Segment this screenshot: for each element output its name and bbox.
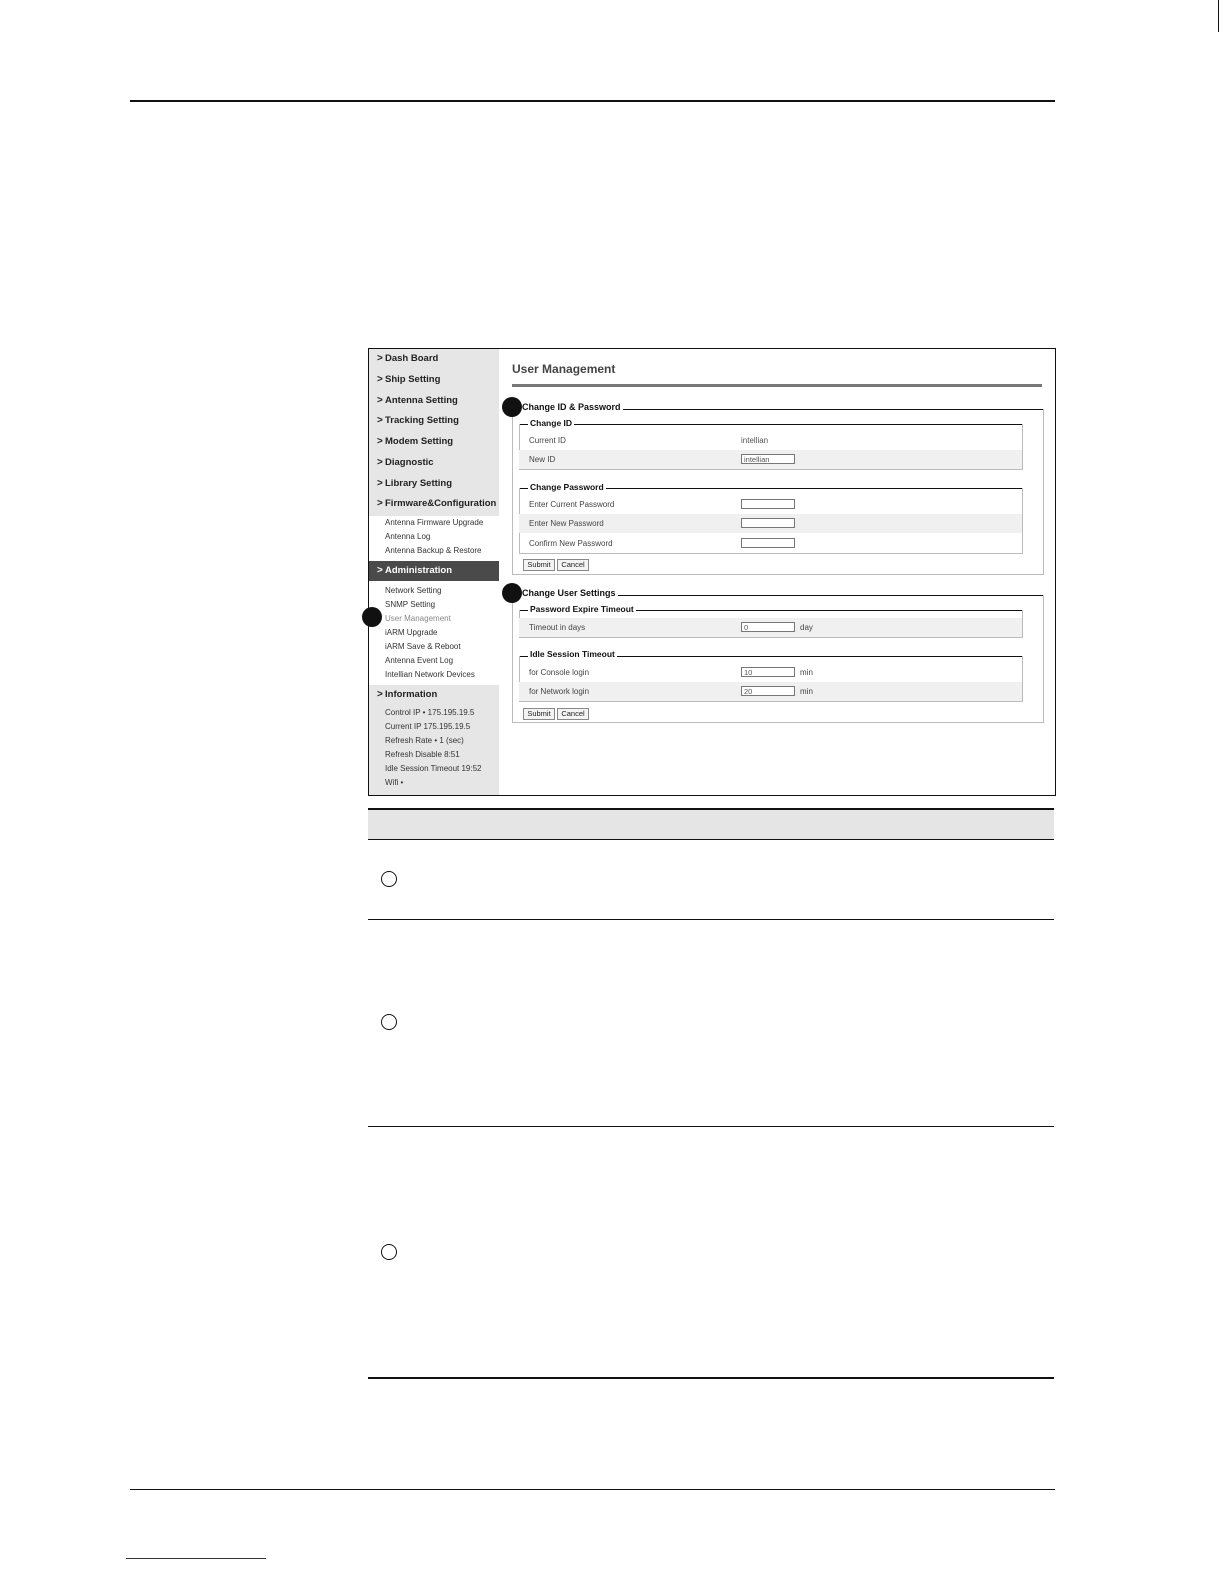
table-header-rule xyxy=(368,839,1054,840)
current-password-input[interactable] xyxy=(741,499,795,509)
cancel-button[interactable]: Cancel xyxy=(557,708,589,720)
menu-information[interactable] xyxy=(369,685,499,705)
info-refresh-rate: Refresh Rate • 1 (sec) xyxy=(385,736,464,745)
menu-dash-board[interactable] xyxy=(369,349,499,369)
page-title: User Management xyxy=(512,362,616,376)
chevron-right-icon: > xyxy=(377,374,383,385)
menu-label: Antenna Setting xyxy=(385,395,458,406)
menu-tracking-setting[interactable] xyxy=(369,411,499,431)
row-new-password xyxy=(519,514,1022,533)
menu-administration[interactable] xyxy=(369,561,499,581)
chevron-right-icon: > xyxy=(377,436,383,447)
network-login-input[interactable]: 20 xyxy=(741,686,795,696)
row-console-login xyxy=(519,663,1022,682)
info-idle-session-timeout: Idle Session Timeout 19:52 xyxy=(385,764,482,773)
current-id-value: intellian xyxy=(741,436,769,445)
menu-firmware-configuration[interactable] xyxy=(369,494,499,514)
menu-label: Library Setting xyxy=(385,478,453,489)
sidebar xyxy=(369,349,499,795)
console-login-input[interactable]: 10 xyxy=(741,667,795,677)
row-number-circle xyxy=(381,1014,397,1030)
new-id-input[interactable]: intellian xyxy=(741,454,795,464)
row-network-login xyxy=(519,682,1022,701)
menu-label: Tracking Setting xyxy=(385,415,459,426)
submenu-antenna-event-log[interactable]: Antenna Event Log xyxy=(369,654,499,668)
menu-ship-setting[interactable] xyxy=(369,370,499,390)
menu-modem-setting[interactable] xyxy=(369,432,499,452)
console-login-label: for Console login xyxy=(529,668,590,677)
chevron-right-icon: > xyxy=(377,689,383,700)
chevron-right-icon: > xyxy=(377,353,383,364)
callout-marker-3 xyxy=(362,607,382,627)
confirm-password-label: Confirm New Password xyxy=(529,539,613,548)
menu-antenna-setting[interactable] xyxy=(369,391,499,411)
menu-label: Diagnostic xyxy=(385,457,434,468)
row-current-id xyxy=(519,431,1022,450)
submenu-intellian-network-devices[interactable]: Intellian Network Devices xyxy=(369,668,499,682)
menu-library-setting[interactable] xyxy=(369,474,499,494)
chevron-right-icon: > xyxy=(377,395,383,406)
row-new-id xyxy=(519,450,1022,469)
timeout-days-label: Timeout in days xyxy=(529,623,586,632)
submenu-user-management[interactable]: User Management xyxy=(369,612,499,626)
chevron-right-icon: > xyxy=(377,457,383,468)
submit-button[interactable]: Submit xyxy=(523,708,555,720)
row-current-password xyxy=(519,495,1022,514)
callout-marker-1 xyxy=(502,397,522,417)
row-number-circle xyxy=(381,1244,397,1260)
submenu-antenna-firmware-upgrade[interactable]: Antenna Firmware Upgrade xyxy=(369,516,499,530)
submenu-network-setting[interactable]: Network Setting xyxy=(369,584,499,598)
table-row-rule xyxy=(368,1126,1054,1127)
menu-diagnostic[interactable] xyxy=(369,453,499,473)
section-change-id-password-label: Change ID & Password xyxy=(522,402,621,412)
menu-label: Modem Setting xyxy=(385,436,454,447)
row-number-circle xyxy=(381,871,397,887)
submenu-iarm-upgrade[interactable]: iARM Upgrade xyxy=(369,626,499,640)
console-login-unit: min xyxy=(800,668,813,677)
table-header xyxy=(368,810,1054,840)
footer-link-underline xyxy=(126,1558,266,1559)
menu-label: Ship Setting xyxy=(385,374,441,385)
cancel-button[interactable]: Cancel xyxy=(557,559,589,571)
row-confirm-password xyxy=(519,534,1022,553)
submit-button[interactable]: Submit xyxy=(523,559,555,571)
section-change-user-settings-label: Change User Settings xyxy=(522,588,616,598)
new-id-label: New ID xyxy=(529,455,556,464)
info-refresh-disable: Refresh Disable 8:51 xyxy=(385,750,460,759)
submenu-antenna-log[interactable]: Antenna Log xyxy=(369,530,499,544)
page-crop-mark xyxy=(1218,0,1219,32)
menu-label: Firmware&Configuration xyxy=(385,498,497,509)
table-row-rule xyxy=(368,919,1054,920)
ui-screenshot xyxy=(368,348,1056,796)
network-login-label: for Network login xyxy=(529,687,590,696)
group-idle-session-label: Idle Session Timeout xyxy=(530,649,615,659)
row-timeout-days xyxy=(519,618,1022,637)
chevron-right-icon: > xyxy=(377,415,383,426)
title-underline xyxy=(512,384,1042,387)
submenu-snmp-setting[interactable]: SNMP Setting xyxy=(369,598,499,612)
callout-marker-2 xyxy=(502,583,522,603)
confirm-password-input[interactable] xyxy=(741,538,795,548)
header-rule xyxy=(130,100,1055,102)
group-change-password-label: Change Password xyxy=(530,482,604,492)
table-bottom-rule xyxy=(368,1377,1054,1379)
footer-rule xyxy=(130,1489,1055,1490)
chevron-right-icon: > xyxy=(377,565,383,576)
network-login-unit: min xyxy=(800,687,813,696)
menu-label: Dash Board xyxy=(385,353,439,364)
timeout-days-input[interactable]: 0 xyxy=(741,622,795,632)
chevron-right-icon: > xyxy=(377,498,383,509)
current-password-label: Enter Current Password xyxy=(529,500,615,509)
info-current-ip: Current IP 175.195.19.5 xyxy=(385,722,471,731)
new-password-label: Enter New Password xyxy=(529,519,604,528)
info-wifi: Wifi • xyxy=(385,778,404,787)
timeout-days-unit: day xyxy=(800,623,813,632)
submenu-iarm-save-reboot[interactable]: iARM Save & Reboot xyxy=(369,640,499,654)
chevron-right-icon: > xyxy=(377,478,383,489)
submenu-antenna-backup-restore[interactable]: Antenna Backup & Restore xyxy=(369,544,499,558)
menu-label: Administration xyxy=(385,565,453,576)
group-change-id-label: Change ID xyxy=(530,418,573,428)
main-panel xyxy=(499,349,1055,795)
new-password-input[interactable] xyxy=(741,518,795,528)
current-id-label: Current ID xyxy=(529,436,566,445)
group-password-expire-label: Password Expire Timeout xyxy=(530,604,634,614)
info-control-ip: Control IP • 175.195.19.5 xyxy=(385,708,475,717)
menu-label: Information xyxy=(385,689,438,700)
